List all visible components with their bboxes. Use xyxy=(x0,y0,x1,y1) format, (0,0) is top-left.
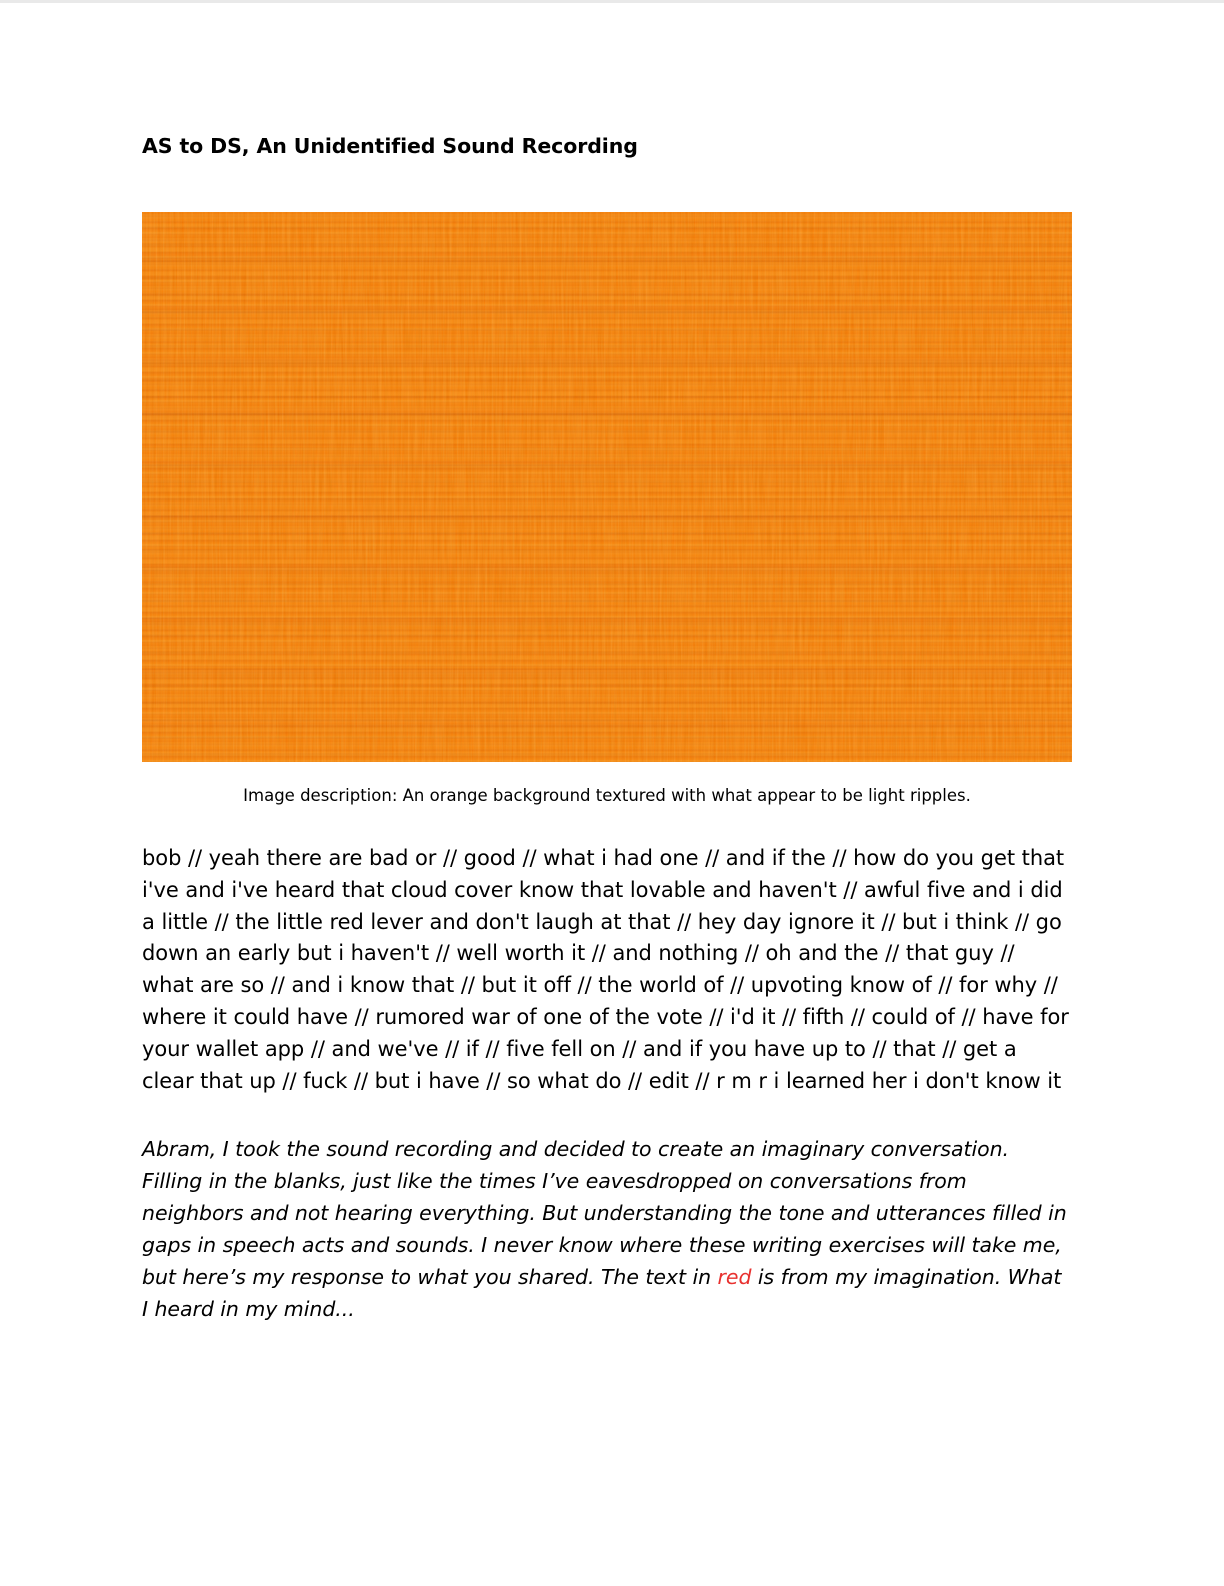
page-top-divider xyxy=(0,0,1224,3)
orange-ripple-texture-image xyxy=(142,212,1072,762)
page-title: AS to DS, An Unidentified Sound Recording xyxy=(142,134,638,158)
figure-caption: Image description: An orange background textured with what appear to be light ripples. xyxy=(243,785,971,805)
author-note-red-word: red xyxy=(717,1264,752,1289)
author-note-part-2: is from my imagination. What I heard in my mind... xyxy=(142,1264,1062,1321)
figure-noise-layer xyxy=(142,212,1072,762)
author-note-paragraph xyxy=(142,1134,1072,1326)
author-note-part-1: Abram, I took the sound recording and decided to create an imaginary conversation. Filling in the blanks, just like the times I’ve eavesdropped on conversations from neighbors and not hearing everything. But understanding the tone and utterances filled in gaps in speech acts and sounds. I never know where these writing exercises will take me, but here’s my response to what you shared. The text in xyxy=(142,1136,1067,1289)
document-content xyxy=(142,134,1072,1346)
transcript-paragraph: bob // yeah there are bad or // good // what i had one // and if the // how do you get that i've and i've heard that cloud cover know that lovable and haven't // awful five and i did a little // the little red lever and don't laugh at that // hey day ignore it // but i think // go down an early but i haven't // well worth it // and nothing // oh and the // that guy // what are so // and i know that // but it off // the world of // upvoting know of // for why // where it could have // rumored war of one of the vote // i'd it // fifth // could of // have for your wallet app // and we've // if // five fell on // and if you have up to // that // get a clear that up // fuck // but i have // so what do // edit // r m r i learned her i don't know it xyxy=(142,845,1069,1094)
